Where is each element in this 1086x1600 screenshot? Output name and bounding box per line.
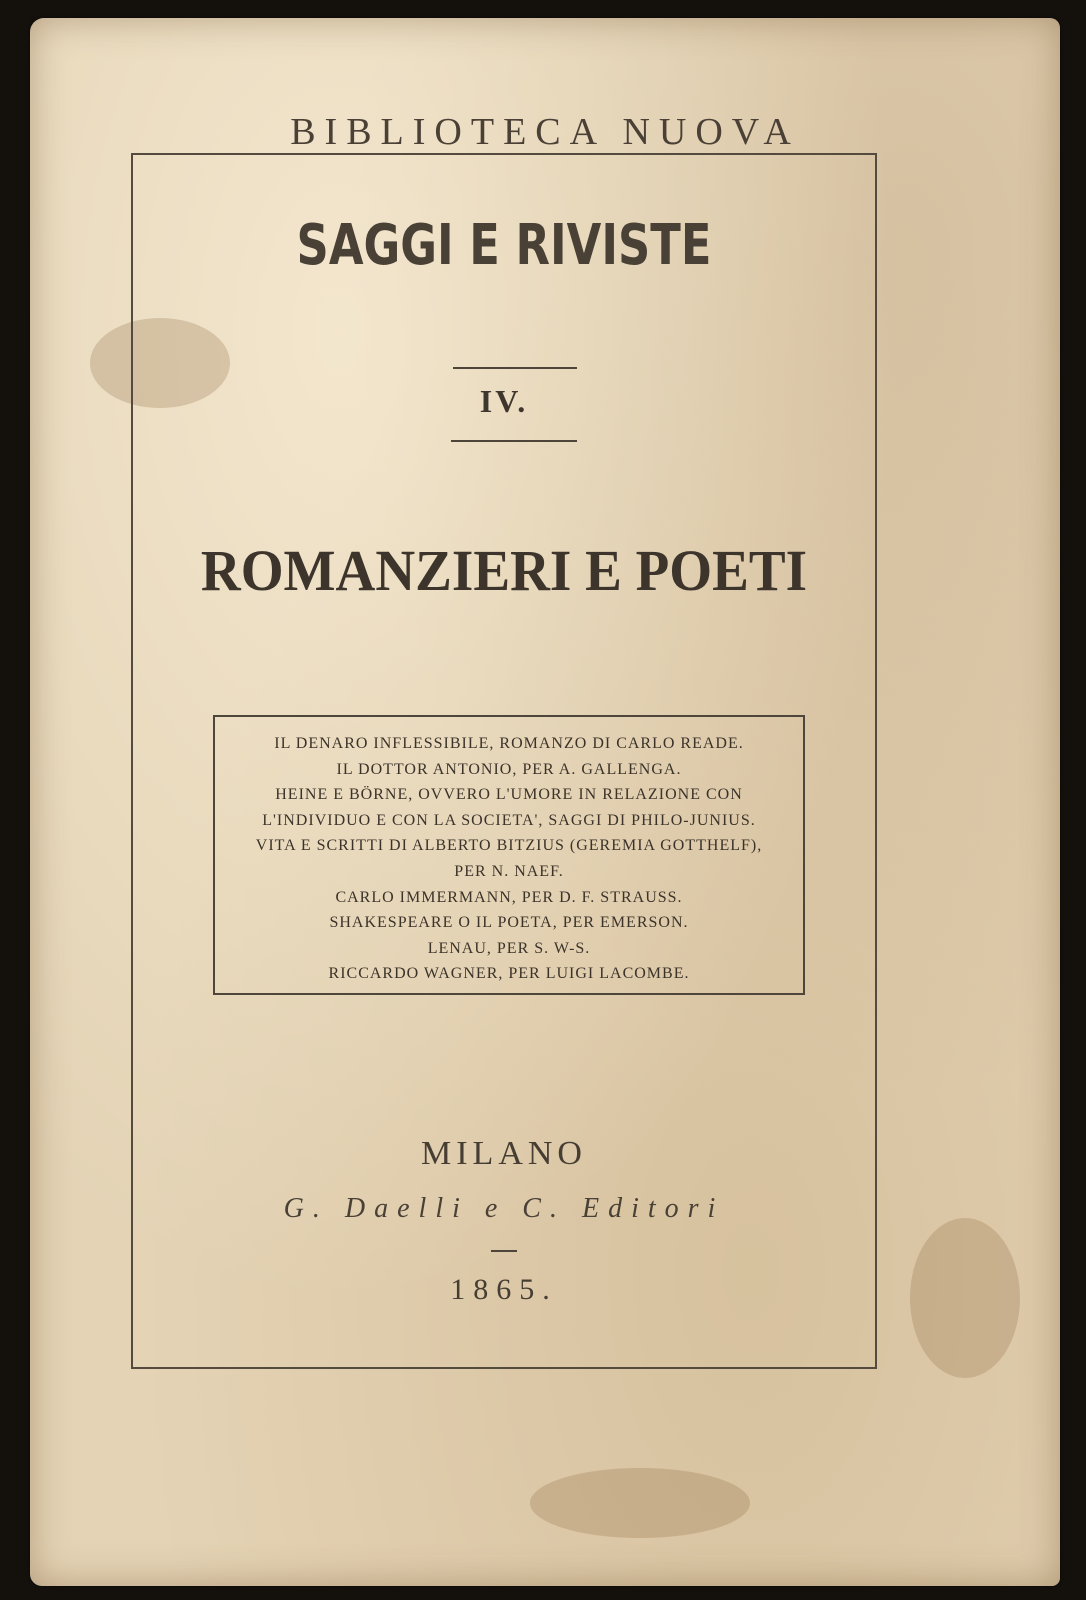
contents-entry: LENAU, PER S. W-S. xyxy=(427,939,591,957)
volume-number: IV. xyxy=(479,383,529,419)
divider-rule xyxy=(451,440,577,442)
contents-entry: PER N. NAEF. xyxy=(454,862,564,880)
contents-entry: SHAKESPEARE O IL POETA, PER EMERSON. xyxy=(329,914,689,932)
publication-city: MILANO xyxy=(421,1135,587,1172)
contents-entry: HEINE E BÖRNE, OVVERO L'UMORE IN RELAZIONE CON xyxy=(275,786,743,804)
contents-list xyxy=(215,731,803,987)
contents-entry: CARLO IMMERMANN, PER D. F. STRAUSS. xyxy=(335,888,683,906)
book-title: SAGGI E RIVISTE xyxy=(296,213,712,278)
volume-subtitle: ROMANZIERI E POETI xyxy=(200,538,808,603)
contents-entry: L'INDIVIDUO E CON LA SOCIETA', SAGGI DI PHILO-JUNIUS. xyxy=(262,811,756,829)
contents-entry: IL DOTTOR ANTONIO, PER A. GALLENGA. xyxy=(336,760,682,778)
publisher-name: G. Daelli e C. Editori xyxy=(283,1193,725,1224)
publication-year: 1865. xyxy=(450,1273,558,1306)
contents-entry: RICCARDO WAGNER, PER LUIGI LACOMBE. xyxy=(328,965,690,983)
title-page-frame xyxy=(131,153,877,1369)
contents-entry: VITA E SCRITTI DI ALBERTO BITZIUS (GEREMIA GOTTHELF), xyxy=(255,837,763,855)
contents-box xyxy=(213,715,805,995)
paper-stain xyxy=(910,1218,1020,1378)
paper-stain xyxy=(530,1468,750,1538)
contents-entry: IL DENARO INFLESSIBILE, ROMANZO DI CARLO READE. xyxy=(274,735,744,752)
book-cover xyxy=(30,18,1060,1586)
series-name: BIBLIOTECA NUOVA xyxy=(290,111,800,153)
divider-rule xyxy=(453,367,577,369)
divider-rule xyxy=(491,1250,517,1252)
